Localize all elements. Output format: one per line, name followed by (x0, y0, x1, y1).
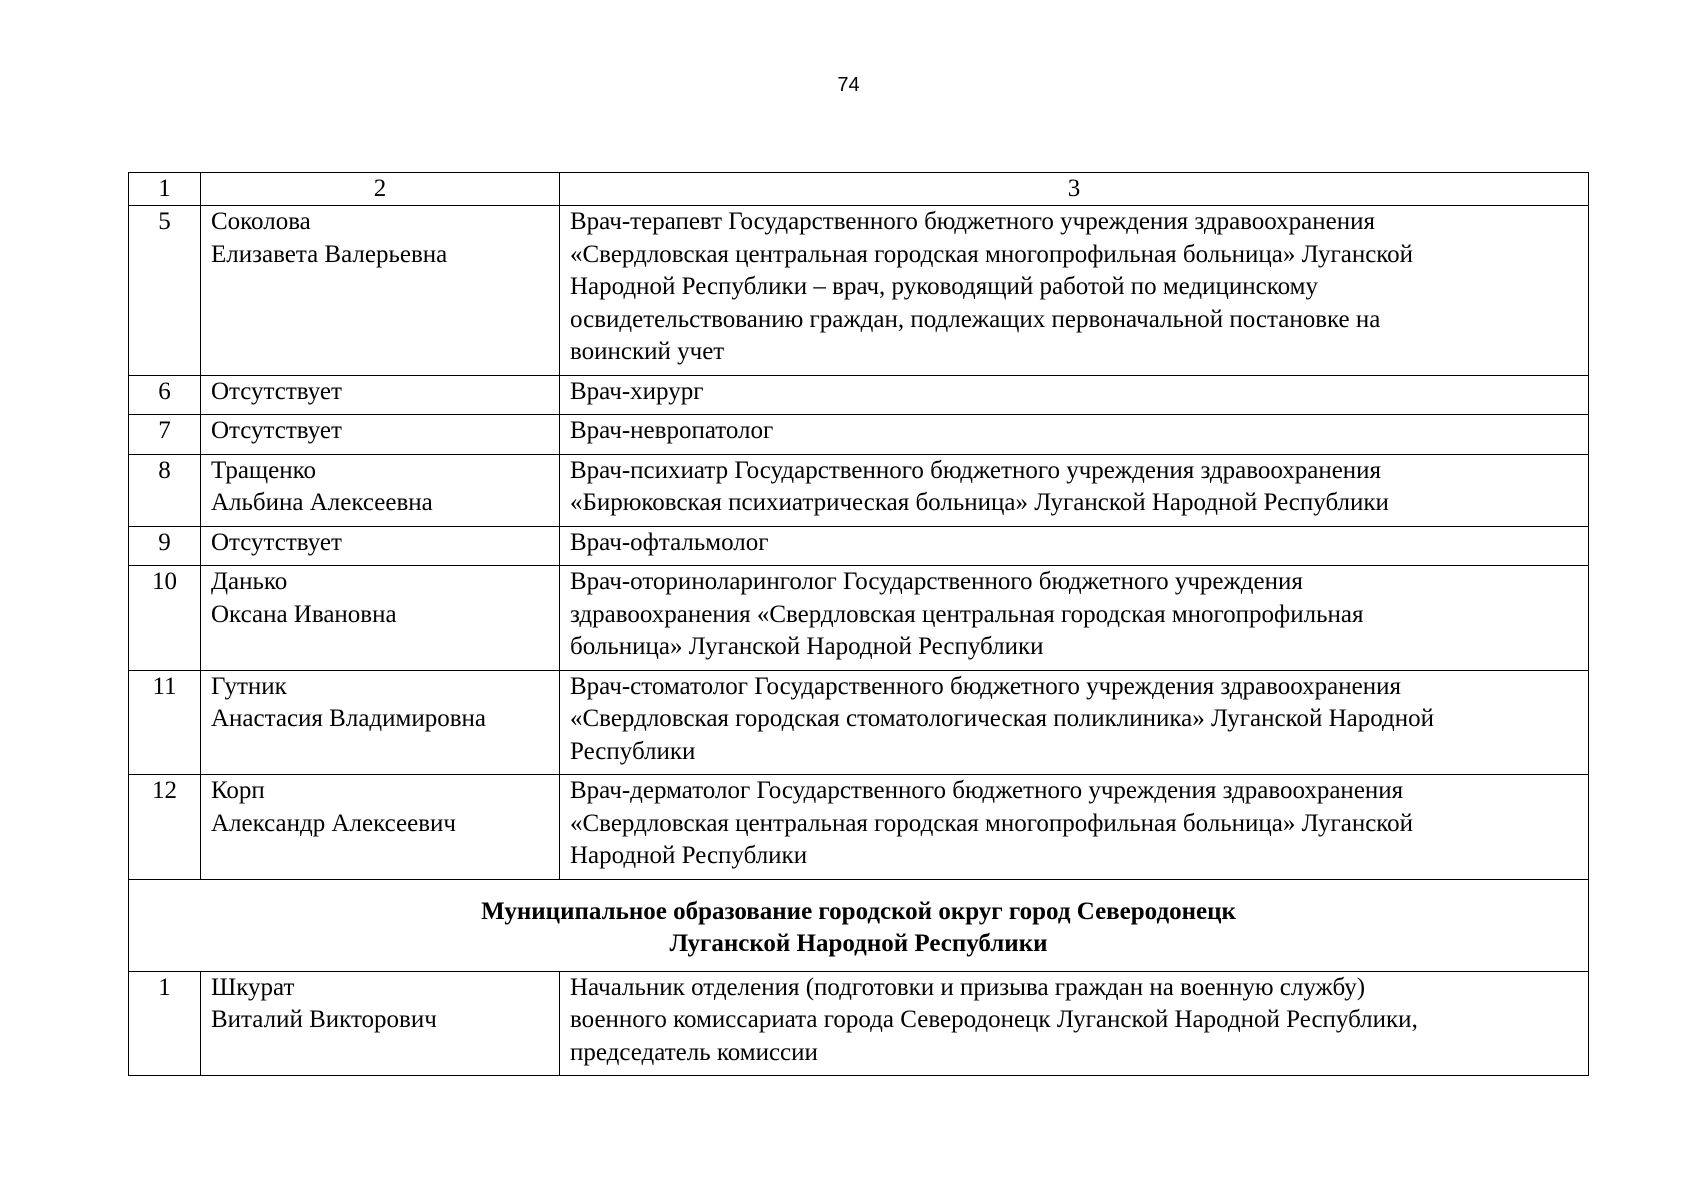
position-description-line: больница» Луганской Народной Республики (570, 633, 1044, 660)
table-row (129, 670, 1589, 775)
position-description-cell (560, 971, 1589, 1076)
person-name-cell (201, 454, 560, 526)
position-description-cell (560, 670, 1589, 775)
position-description-line: «Свердловская городская стоматологическая поликлиника» Луганской Народной (570, 705, 1435, 732)
person-name-line: Данько (211, 568, 288, 595)
table-row (129, 775, 1589, 880)
header-row (129, 173, 1589, 206)
row-number: 10 (129, 566, 201, 671)
person-name-cell (201, 415, 560, 455)
header-cell-3: 3 (560, 173, 1589, 206)
section-heading-row (129, 879, 1589, 971)
position-description-line: Врач-дерматолог Государственного бюджетного учреждения здравоохранения (570, 777, 1404, 804)
person-name-line: Альбина Алексеевна (211, 489, 433, 516)
person-name-cell (201, 375, 560, 415)
person-name-line: Шкурат (211, 973, 295, 1001)
position-description-cell (560, 775, 1589, 880)
section-heading-line: Муниципальное образование городской округ город Северодонецк (481, 897, 1236, 925)
page-number: 74 (837, 74, 860, 96)
position-description-line: Врач-оториноларинголог Государственного бюджетного учреждения (570, 568, 1303, 595)
position-description-cell (560, 566, 1589, 671)
position-description-line: Республики (570, 737, 696, 765)
table-body (129, 173, 1589, 1076)
person-name-line: Соколова (211, 208, 311, 235)
person-name-cell (201, 206, 560, 376)
table-row (129, 566, 1589, 671)
position-description-line: «Свердловская центральная городская многопрофильная больница» Луганской (570, 240, 1414, 268)
position-description-cell (560, 454, 1589, 526)
person-name-line: Елизавета Валерьевна (211, 240, 448, 268)
header-cell-2: 2 (201, 173, 560, 206)
position-description-line: «Бирюковская психиатрическая больница» Луганской Народной Республики (570, 489, 1389, 516)
row-number: 7 (129, 415, 201, 455)
position-description-cell (560, 375, 1589, 415)
position-description-line: Народной Республики – врач, руководящий работой по медицинскому (570, 273, 1318, 300)
person-name-cell (201, 566, 560, 671)
table-row (129, 375, 1589, 415)
person-name-cell (201, 775, 560, 880)
position-description-line: Врач-хирург (570, 377, 704, 405)
table-row (129, 971, 1589, 1076)
row-number: 8 (129, 454, 201, 526)
position-description-line: здравоохранения «Свердловская центральная городская многопрофильная (570, 600, 1364, 628)
person-name-line: Отсутствует (211, 417, 342, 444)
table-row (129, 526, 1589, 566)
person-name-line: Александр Алексеевич (211, 809, 456, 837)
header-cell-1: 1 (129, 173, 201, 206)
row-number: 6 (129, 375, 201, 415)
position-description-line: Начальник отделения (подготовки и призыва граждан на военную службу) (570, 973, 1366, 1001)
position-description-cell (560, 415, 1589, 455)
position-description-line: военного комиссариата города Северодонецк Луганской Народной Республики, (570, 1006, 1418, 1033)
position-description-line: Врач-невропатолог (570, 417, 774, 444)
table-row (129, 415, 1589, 455)
commission-table (128, 172, 1589, 1076)
row-number: 9 (129, 526, 201, 566)
person-name-line: Отсутствует (211, 528, 342, 556)
person-name-line: Тращенко (211, 456, 317, 484)
person-name-line: Оксана Ивановна (211, 600, 397, 628)
row-number: 1 (129, 971, 201, 1076)
section-heading-line: Луганской Народной Республики (669, 930, 1048, 957)
person-name-line: Виталий Викторович (211, 1006, 437, 1033)
section-heading (129, 879, 1589, 971)
position-description-line: председатель комиссии (570, 1038, 818, 1066)
row-number: 11 (129, 670, 201, 775)
person-name-line: Отсутствует (211, 377, 342, 405)
position-description-line: Врач-офтальмолог (570, 528, 769, 556)
person-name-cell (201, 971, 560, 1076)
row-number: 12 (129, 775, 201, 880)
person-name-line: Гутник (211, 672, 287, 700)
position-description-line: воинский учет (570, 338, 725, 365)
position-description-line: «Свердловская центральная городская многопрофильная больница» Луганской (570, 809, 1414, 837)
row-number: 5 (129, 206, 201, 376)
table-row (129, 454, 1589, 526)
person-name-line: Анастасия Владимировна (211, 705, 486, 732)
person-name-cell (201, 670, 560, 775)
position-description-line: Врач-терапевт Государственного бюджетного учреждения здравоохранения (570, 208, 1376, 235)
person-name-line: Корп (211, 777, 265, 804)
position-description-line: Народной Республики (570, 842, 808, 869)
position-description-line: Врач-стоматолог Государственного бюджетного учреждения здравоохранения (570, 672, 1401, 700)
position-description-line: освидетельствованию граждан, подлежащих первоначальной постановке на (570, 305, 1381, 333)
table-row (129, 206, 1589, 376)
person-name-cell (201, 526, 560, 566)
position-description-cell (560, 206, 1589, 376)
position-description-cell (560, 526, 1589, 566)
position-description-line: Врач-психиатр Государственного бюджетного учреждения здравоохранения (570, 456, 1382, 484)
